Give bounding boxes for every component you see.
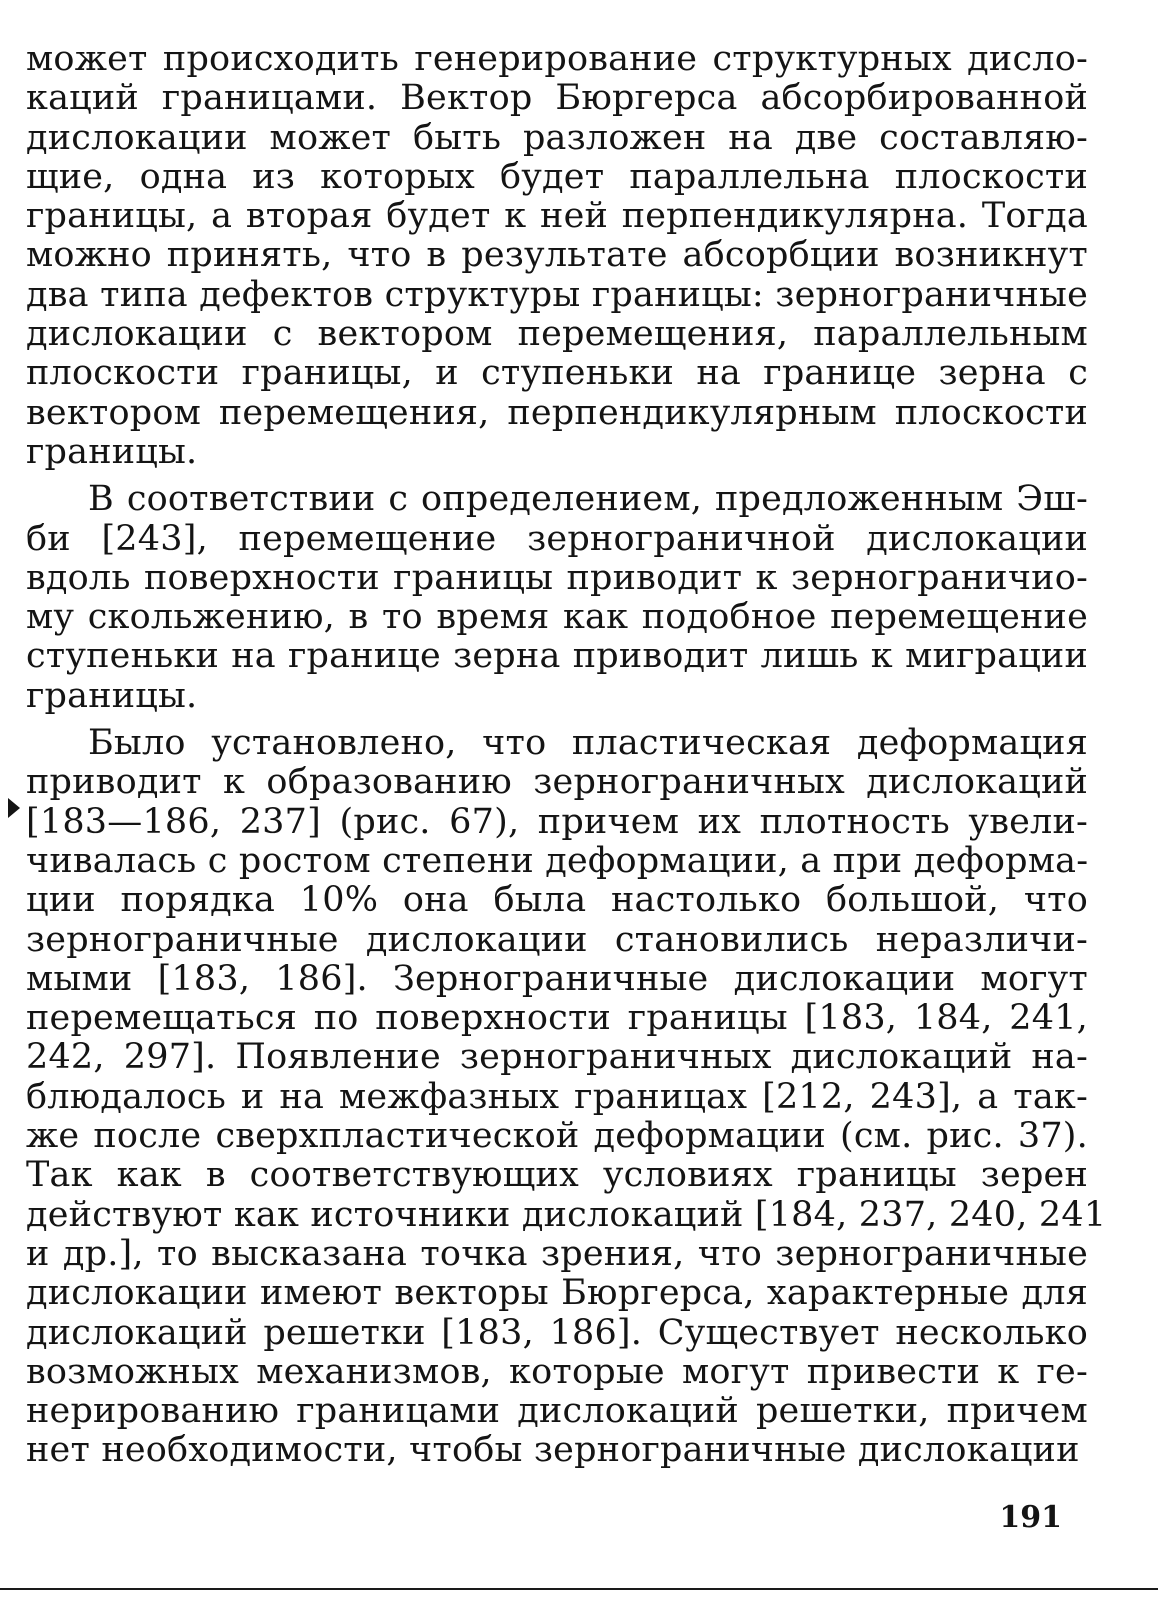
- text-line: блюдалось и на межфазных границах [212, 243], а так-: [26, 1076, 1088, 1117]
- text-line: [183—186, 237] (рис. 67), причем их плотность увели-: [26, 801, 1088, 842]
- text-line: дислокации имеют векторы Бюргерса, характерные для: [26, 1273, 1088, 1314]
- text-line: ступеньки на границе зерна приводит лишь к миграции: [26, 636, 1088, 677]
- text-line: му скольжению, в то время как подобное перемещение: [26, 597, 1088, 638]
- text-line: возможных механизмов, которые могут привести к ге-: [26, 1351, 1088, 1392]
- text-line: Так как в соответствующих условиях границы зерен: [26, 1155, 1088, 1196]
- text-line: нет необходимости, чтобы зернограничные дислокации: [26, 1430, 1080, 1471]
- text-line: чивалась с ростом степени деформации, а при деформа-: [26, 840, 1089, 881]
- text-line: дислокаций решетки [183, 186]. Существует несколько: [26, 1312, 1088, 1353]
- text-line: два типа дефектов структуры границы: зернограничные: [26, 274, 1088, 315]
- text-line: мыми [183, 186]. Зернограничные дислокации могут: [26, 958, 1088, 999]
- text-line: действуют как источники дислокаций [184, 237, 240, 241: [26, 1194, 1107, 1235]
- text-line: ции порядка 10% она была настолько большой, что: [26, 880, 1088, 921]
- text-line: нерированию границами дислокаций решетки, причем: [26, 1391, 1088, 1432]
- page-number: 191: [999, 1500, 1062, 1535]
- page-body: [26, 39, 1107, 1471]
- margin-marker-icon: [8, 798, 20, 818]
- text-line: вектором перемещения, перпендикулярным плоскости: [26, 392, 1088, 433]
- text-line: Было установлено, что пластическая деформация: [88, 723, 1088, 764]
- text-line: же после сверхпластической деформации (см. рис. 37).: [26, 1116, 1088, 1157]
- text-line: 242, 297]. Появление зернограничных дислокаций на-: [26, 1037, 1088, 1078]
- paragraph-1: [26, 40, 1088, 472]
- text-line: может происходить генерирование структурных дисло-: [26, 39, 1088, 79]
- text-line: В соответствии с определением, предложенным Эш-: [88, 479, 1088, 520]
- text-line: дислокации с вектором перемещения, параллельным: [26, 314, 1088, 355]
- text-line: каций границами. Вектор Бюргерса абсорбированной: [26, 78, 1088, 119]
- text-line: зернограничные дислокации становились неразличи-: [26, 919, 1088, 960]
- text-line: границы, а вторая будет к ней перпендикулярна. Тогда: [26, 196, 1088, 237]
- text-line: дислокации может быть разложен на две составляю-: [26, 117, 1088, 158]
- text-line: границы.: [26, 675, 198, 716]
- text-line: вдоль поверхности границы приводит к зернограничио-: [26, 557, 1088, 598]
- text-line: можно принять, что в результате абсорбции возникнут: [26, 235, 1088, 276]
- paragraph-2: [26, 480, 1088, 716]
- text-line: би [243], перемещение зернограничной дислокации: [26, 518, 1088, 559]
- page-bottom-edge: [0, 1588, 1158, 1590]
- paragraph-3: [26, 723, 1107, 1471]
- text-line: щие, одна из которых будет параллельна плоскости: [26, 156, 1088, 197]
- text-line: перемещаться по поверхности границы [183, 184, 241,: [26, 998, 1088, 1039]
- text-line: приводит к образованию зернограничных дислокаций: [26, 762, 1088, 803]
- text-line: плоскости границы, и ступеньки на границе зерна с: [26, 353, 1088, 394]
- text-line: и др.], то высказана точка зрения, что зернограничные: [26, 1233, 1088, 1274]
- text-line: границы.: [26, 431, 198, 472]
